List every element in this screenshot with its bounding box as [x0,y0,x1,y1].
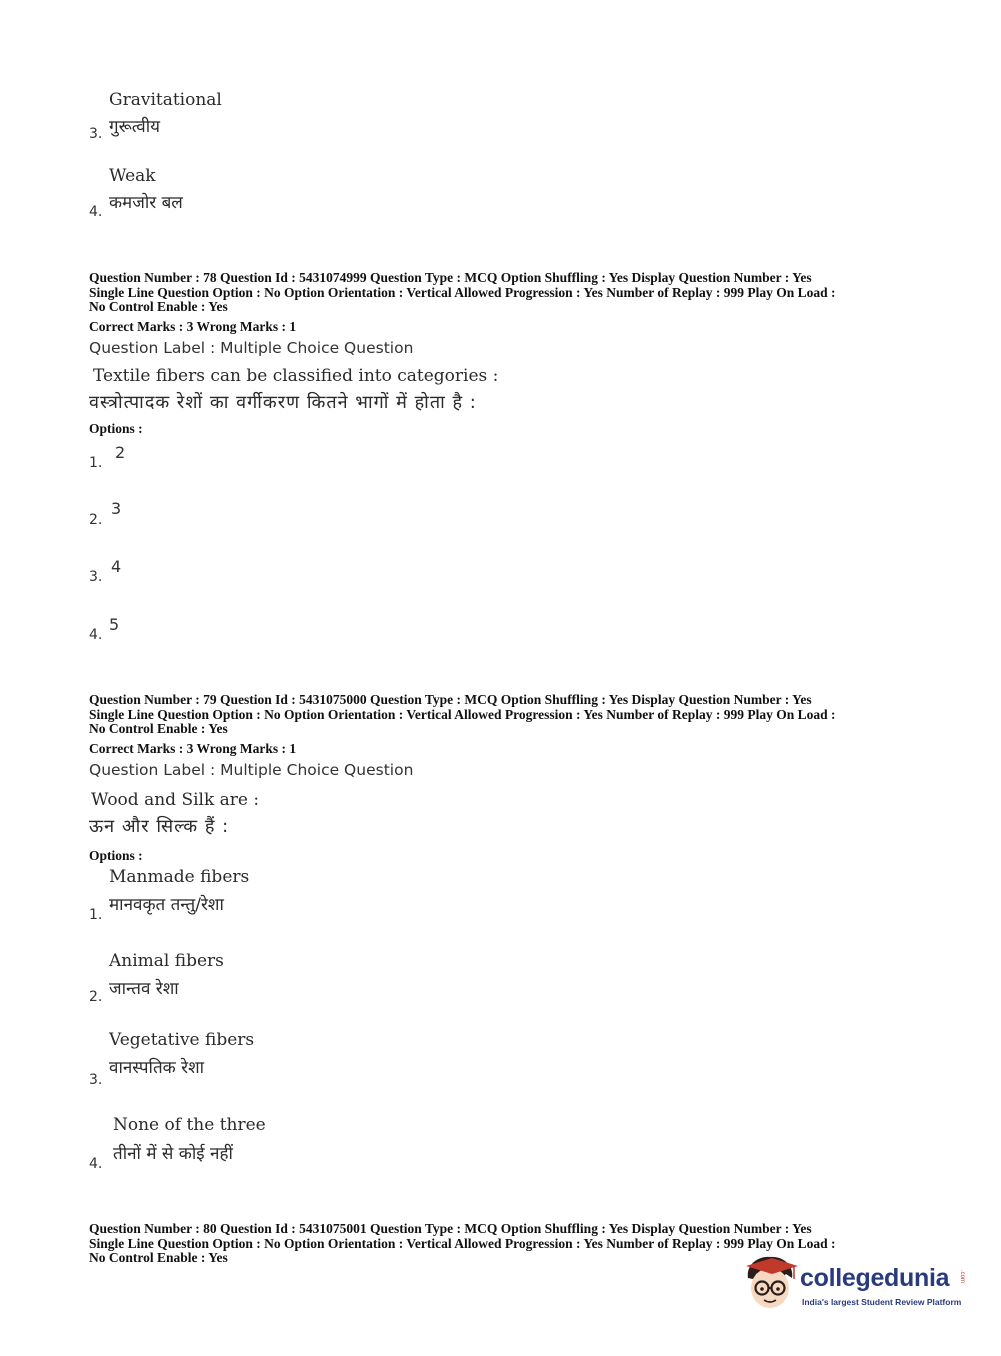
q79-option-2-number: 2. [89,989,103,1005]
q79-meta-line1: Question Number : 79 Question Id : 5431075000 Question Type : MCQ Option Shuffling : Yes Display Question Number : Yes [89,692,812,707]
q79-option-4-number: 4. [89,1156,103,1172]
q78-option-2-value[interactable]: 3 [111,499,122,518]
q79-options-heading: Options : [89,848,143,863]
collegedunia-logo [742,1252,972,1322]
q79-option-3-en[interactable]: Vegetative fibers [109,1030,255,1050]
q79-option-3-hi[interactable]: वानस्पतिक रेशा [109,1058,205,1078]
q78-option-1-number: 1. [89,455,103,471]
q78-label: Question Label : Multiple Choice Question [89,339,414,357]
prev-option-4-number: 4. [89,204,103,220]
q79-meta [89,693,919,737]
q79-option-4-hi[interactable]: तीनों में से कोई नहीं [113,1144,233,1164]
prev-option-4-en: Weak [109,166,156,186]
brand-tagline: India's largest Student Review Platform [802,1297,962,1307]
q78-meta [89,271,919,315]
q78-text-hi: वस्त्रोत्पादक रेशों का वर्गीकरण कितने भागों में होता है : [89,392,477,413]
q79-option-1-en[interactable]: Manmade fibers [109,867,250,887]
q80-meta-line1: Question Number : 80 Question Id : 5431075001 Question Type : MCQ Option Shuffling : Yes Display Question Number : Yes [89,1221,812,1236]
q78-text-en: Textile fibers can be classified into categories : [93,366,499,386]
q79-option-1-number: 1. [89,907,103,923]
q78-option-3-value[interactable]: 4 [111,557,122,576]
q79-marks: Correct Marks : 3 Wrong Marks : 1 [89,741,297,756]
mascot-icon [742,1252,800,1318]
q80-meta-line2: Single Line Question Option : No Option Orientation : Vertical Allowed Progression : Yes Number of Replay : 999 Play On Load : [89,1235,836,1251]
q79-meta-line2: Single Line Question Option : No Option Orientation : Vertical Allowed Progression : Yes Number of Replay : 999 Play On Load : [89,706,836,722]
q79-meta-line3: No Control Enable : Yes [89,721,228,736]
q78-options-heading: Options : [89,421,143,436]
q79-text-en: Wood and Silk are : [91,790,260,810]
q79-option-2-hi[interactable]: जान्तव रेशा [109,979,179,999]
q78-meta-line2: Single Line Question Option : No Option Orientation : Vertical Allowed Progression : Yes Number of Replay : 999 Play On Load : [89,284,836,300]
prev-option-3-en: Gravitational [109,90,222,110]
prev-option-3-hi: गुरूत्वीय [109,117,160,137]
q78-meta-line3: No Control Enable : Yes [89,299,228,314]
q78-option-2-number: 2. [89,512,103,528]
q79-option-4-en[interactable]: None of the three [113,1115,266,1135]
q78-option-3-number: 3. [89,569,103,585]
q79-option-3-number: 3. [89,1072,103,1088]
q80-meta-line3: No Control Enable : Yes [89,1250,228,1265]
q79-label: Question Label : Multiple Choice Question [89,761,414,779]
q78-option-1-value[interactable]: 2 [115,443,126,462]
q78-meta-line1: Question Number : 78 Question Id : 5431074999 Question Type : MCQ Option Shuffling : Yes Display Question Number : Yes [89,270,812,285]
q79-text-hi: ऊन और सिल्क हैं : [89,816,230,837]
q78-option-4-value[interactable]: 5 [109,615,120,634]
q78-marks: Correct Marks : 3 Wrong Marks : 1 [89,319,297,334]
q79-option-1-hi[interactable]: मानवकृत तन्तु/रेशा [109,895,224,915]
prev-option-4-hi: कमजोर बल [109,193,183,213]
brand-name: collegedunia [800,1264,950,1292]
brand-suffix: .com [959,1270,965,1284]
q78-option-4-number: 4. [89,627,103,643]
q79-option-2-en[interactable]: Animal fibers [109,951,224,971]
prev-option-3-number: 3. [89,126,103,142]
